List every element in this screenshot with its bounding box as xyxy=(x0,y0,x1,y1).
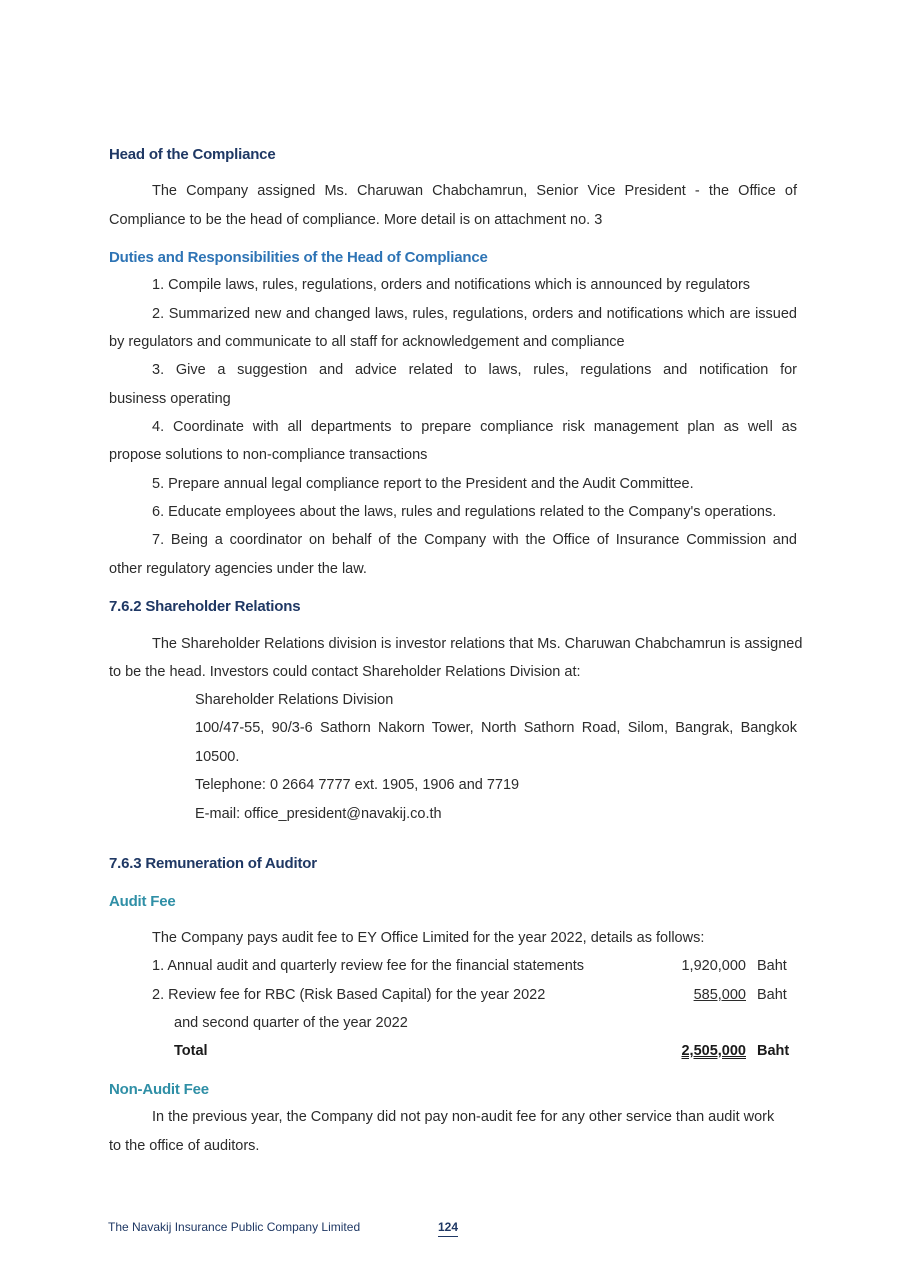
duty-item-2: 2. Summarized new and changed laws, rules, regulations, orders and notifications which are issued xyxy=(152,306,797,322)
compliance-paragraph-line2: Compliance to be the head of compliance. More detail is on attachment no. 3 xyxy=(109,212,603,228)
duty-item-7: 7. Being a coordinator on behalf of the Company with the Office of Insurance Commission and xyxy=(152,532,797,548)
fee-item-2-amount: 585,000 xyxy=(693,987,746,1003)
contact-email: E-mail: office_president@navakij.co.th xyxy=(195,806,442,822)
audit-fee-intro: The Company pays audit fee to EY Office Limited for the year 2022, details as follows: xyxy=(152,930,705,946)
compliance-paragraph-line1: The Company assigned Ms. Charuwan Chabchamrun, Senior Vice President - the Office of xyxy=(152,183,797,199)
auditor-heading: 7.6.3 Remuneration of Auditor xyxy=(109,855,317,872)
duty-item-3-cont: business operating xyxy=(109,391,231,407)
fee-item-1-label: 1. Annual audit and quarterly review fee for the financial statements xyxy=(152,958,585,974)
duty-item-1: 1. Compile laws, rules, regulations, orders and notifications which is announced by regulators xyxy=(152,277,751,293)
fee-item-1-currency: Baht xyxy=(757,958,787,974)
duty-item-6: 6. Educate employees about the laws, rules and regulations related to the Company's operations. xyxy=(152,504,777,520)
non-audit-paragraph-line1: In the previous year, the Company did not pay non-audit fee for any other service than audit work xyxy=(152,1109,775,1125)
duties-heading: Duties and Responsibilities of the Head of Compliance xyxy=(109,249,488,266)
shareholder-paragraph-line2: to be the head. Investors could contact Shareholder Relations Division at: xyxy=(109,664,581,680)
duty-item-4-cont: propose solutions to non-compliance transactions xyxy=(109,447,428,463)
shareholder-paragraph-line1: The Shareholder Relations division is investor relations that Ms. Charuwan Chabchamrun is assigned xyxy=(152,636,803,652)
fee-item-2-label-cont: and second quarter of the year 2022 xyxy=(174,1015,408,1031)
fee-item-2-currency: Baht xyxy=(757,987,787,1003)
non-audit-fee-heading: Non-Audit Fee xyxy=(109,1081,209,1098)
fee-item-2-label: 2. Review fee for RBC (Risk Based Capital) for the year 2022 xyxy=(152,987,546,1003)
footer-company-name: The Navakij Insurance Public Company Limited xyxy=(108,1220,361,1234)
contact-division-name: Shareholder Relations Division xyxy=(195,692,394,708)
fee-total-label: Total xyxy=(174,1043,208,1059)
page-number: 124 xyxy=(438,1220,458,1237)
fee-total-currency: Baht xyxy=(757,1043,790,1059)
shareholder-heading: 7.6.2 Shareholder Relations xyxy=(109,598,301,615)
contact-address-line2: 10500. xyxy=(195,749,240,765)
non-audit-paragraph-line2: to the office of auditors. xyxy=(109,1138,260,1154)
fee-item-1-amount: 1,920,000 xyxy=(681,958,746,974)
duty-item-4: 4. Coordinate with all departments to prepare compliance risk management plan as well as xyxy=(152,419,797,435)
duty-item-7-cont: other regulatory agencies under the law. xyxy=(109,561,367,577)
duty-item-3: 3. Give a suggestion and advice related to laws, rules, regulations and notification for xyxy=(152,362,797,378)
compliance-heading: Head of the Compliance xyxy=(109,146,276,163)
contact-telephone: Telephone: 0 2664 7777 ext. 1905, 1906 and 7719 xyxy=(195,777,520,793)
contact-address-line1: 100/47-55, 90/3-6 Sathorn Nakorn Tower, North Sathorn Road, Silom, Bangrak, Bangkok xyxy=(195,720,797,736)
fee-total-amount: 2,505,000 xyxy=(681,1043,746,1059)
duty-item-5: 5. Prepare annual legal compliance report to the President and the Audit Committee. xyxy=(152,476,694,492)
duty-item-2-cont: by regulators and communicate to all staff for acknowledgement and compliance xyxy=(109,334,625,350)
audit-fee-heading: Audit Fee xyxy=(109,893,176,910)
